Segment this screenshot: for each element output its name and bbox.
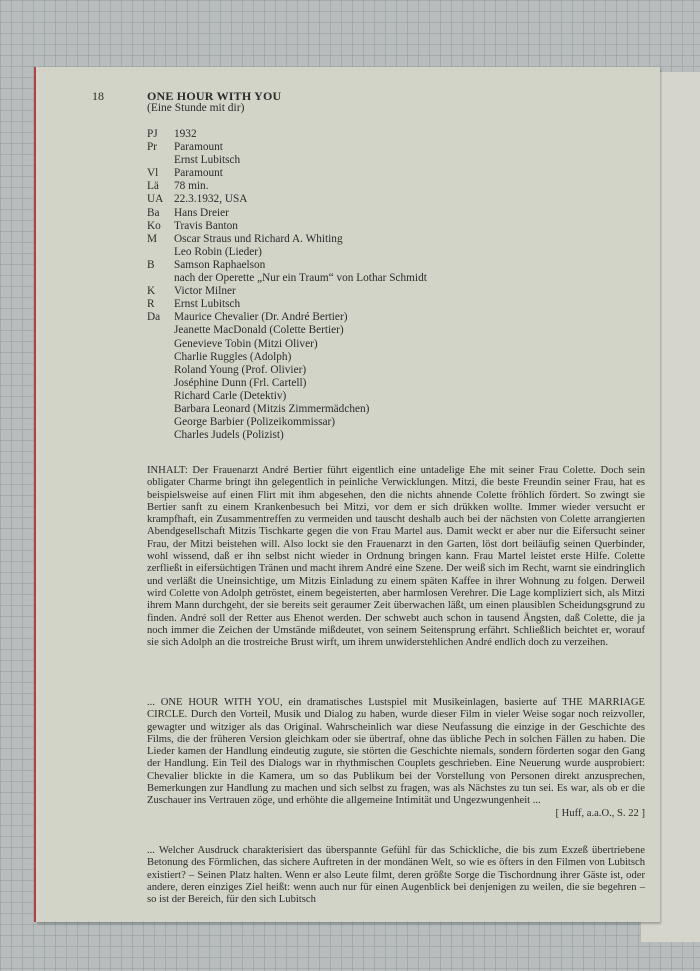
credit-code: K: [147, 285, 156, 298]
credit-value: Oscar Straus und Richard A. Whiting: [174, 232, 343, 245]
credit-code: [147, 390, 174, 403]
credit-value: Victor Milner: [174, 285, 236, 298]
credit-code: [147, 416, 174, 429]
credit-row: [147, 416, 647, 429]
credit-value: Genevieve Tobin (Mitzi Oliver): [174, 337, 318, 350]
credit-value: Maurice Chevalier (Dr. André Bertier): [174, 311, 348, 324]
credit-value: Charlie Ruggles (Adolph): [174, 350, 292, 363]
credit-value: Barbara Leonard (Mitzis Zimmermädchen): [174, 402, 370, 415]
credit-row: [147, 220, 647, 233]
credit-code: PJ: [147, 128, 158, 140]
credit-row: [147, 141, 647, 154]
credit-code: R: [147, 298, 155, 311]
credit-code: Pr: [147, 141, 158, 154]
credit-value: 22.3.1932, USA: [174, 193, 248, 206]
credit-value: Roland Young (Prof. Olivier): [174, 363, 307, 376]
credit-value: George Barbier (Polizeikommissar): [174, 416, 336, 429]
credit-row: [147, 154, 647, 167]
credit-row: [147, 180, 647, 193]
credit-code: [147, 377, 174, 390]
credit-code: [147, 403, 174, 416]
credit-row: [147, 324, 647, 337]
credit-value: 1932: [174, 128, 197, 140]
credit-value: Paramount: [174, 141, 223, 154]
credit-code: [147, 324, 174, 337]
credit-value: Hans Dreier: [174, 206, 229, 219]
credit-value: Ernst Lubitsch: [174, 298, 241, 311]
credit-value: Ernst Lubitsch: [174, 154, 241, 167]
review-section: [147, 697, 645, 820]
credit-row: [147, 193, 647, 206]
credit-code: [147, 429, 174, 442]
credit-code: [147, 154, 174, 167]
credit-value: Leo Robin (Lieder): [174, 245, 262, 258]
credit-row: [147, 429, 647, 442]
film-subtitle: (Eine Stunde mit dir): [147, 102, 245, 114]
credit-code: Ba: [147, 206, 160, 219]
credit-row: [147, 285, 647, 298]
page-number: 18: [92, 89, 104, 103]
credit-code: [147, 272, 174, 285]
credit-row: [147, 207, 647, 220]
credit-row: [147, 351, 647, 364]
credit-row: [147, 233, 647, 246]
credit-value: Travis Banton: [174, 219, 238, 232]
credit-code: [147, 364, 174, 377]
credit-code: Ko: [147, 219, 161, 232]
credit-row: [147, 364, 647, 377]
credit-row: [147, 403, 647, 416]
credit-value: Jeanette MacDonald (Colette Bertier): [174, 324, 344, 337]
credit-value: 78 min.: [174, 180, 209, 193]
credit-value: Richard Carle (Detektiv): [174, 389, 287, 402]
credit-code: [147, 246, 174, 259]
credit-code: B: [147, 258, 155, 271]
credit-value: nach der Operette „Nur ein Traum“ von Lothar Schmidt: [174, 272, 427, 285]
credit-row: [147, 311, 647, 324]
review-source: [ Huff, a.a.O., S. 22 ]: [555, 807, 645, 819]
credit-row: [147, 377, 647, 390]
credit-row: [147, 246, 647, 259]
credit-row: [147, 298, 647, 311]
credit-row: [147, 338, 647, 351]
synopsis-paragraph: INHALT: Der Frauenarzt André Bertier führt eigentlich eine untadelige Ehe mit seiner Frau Colette. Doch sein obligater Charme bringt ihn gelegentlich in peinliche Verwicklungen. Mitzi, die beste Freundin seiner Frau, hat es beispielsweise auf einen Flirt mit ihm abgesehen, den die nichts ahnende Colette fröhlich fördert. So zwingt sie Bertier sanft zu einem Krankenbesuch bei Mitzi, vor dem er sich drükken wollte. Immer wieder versucht er krampfhaft, ein Zusammentreffen zu vermeiden und tauscht deshalb auch bei der nächsten von Colette arrangierten Abendgesellschaft Mitzis Tischkarte gegen die von Frau Martel aus. Damit weckt er aber nur die Eifersucht seiner Frau, der Mitzi beistehen will. Also lockt sie den Frauenarzt in den Garten, löst dort beiläufig seinen Querbinder, wohl wissend, daß er ihn selbst nicht wieder in Ordnung bringen kann. Frau Martel leistet erste Hilfe. Colette zerfließt in eifersüchtigen Tränen und macht ihrem André eine Szene. Der weiß sich im Recht, warnt sie eindringlich und verläßt die Uneinsichtige, um Mitzis Einladung zu einem späten Kaffee in ihrer Wohnung zu folgen. Derweil wird Colette von Adolph getröstet, einem begeisterten, aber harmlosen Verehrer. Die Lage kompliziert sich, als Mitzi ihrem Mann durchgeht, der sie bereits seit geraumer Zeit überwachen läßt, um einen plausiblen Scheidungsgrund zu finden. André soll der Retter aus Ehenot werden. Der schwebt auch schon in tausend Ängsten, daß Colette, die ja noch immer die Zeichen der Umstände mißdeutet, von seinem Seitensprung erfährt. Schließlich beichtet er, worauf sie sich Adolph an die trostreiche Brust wirft, um ihrem unwiderstehlichen André endlich doch zu verzeihen.: [147, 465, 645, 649]
credit-code: UA: [147, 193, 164, 206]
film-title: ONE HOUR WITH YOU: [147, 89, 282, 103]
credit-row: [147, 272, 647, 285]
credit-value: Joséphine Dunn (Frl. Cartell): [174, 376, 307, 389]
credit-row: [147, 167, 647, 180]
credit-code: [147, 338, 174, 351]
credit-code: Vl: [147, 167, 159, 180]
credit-code: [147, 351, 174, 364]
credit-code: Da: [147, 311, 161, 324]
credit-value: Charles Judels (Polizist): [174, 429, 284, 442]
credit-value: Paramount: [174, 167, 223, 180]
credit-code: Lä: [147, 180, 159, 193]
credit-row: [147, 390, 647, 403]
credit-row: [147, 128, 647, 141]
document-page: [36, 67, 660, 922]
credit-code: M: [147, 232, 158, 245]
quote-paragraph: ... Welcher Ausdruck charakterisiert das überspannte Gefühl für das Schickliche, die bis zum Exzeß übertriebene Betonung des Förmlichen, das sichere Auftreten in der mondänen Welt, so wie es öfters in den Filmen von Lubitsch existiert? – Seinen Platz halten. Wenn er also Leute filmt, deren größte Sorge die Tischordnung ihrer Gäste ist, oder andere, deren einziges Ziel heißt: wenn auch nur für einen Augenblick bei denjenigen zu weilen, die sie begehren – so ist der Bereich, für den sich Lubitsch: [147, 845, 645, 906]
credit-row: [147, 259, 647, 272]
credit-value: Samson Raphaelson: [174, 258, 266, 271]
credits-list: [147, 128, 647, 442]
review-paragraph: ... ONE HOUR WITH YOU, ein dramatisches Lustspiel mit Musikeinlagen, basierte auf THE MARRIAGE CIRCLE. Durch den Vorteil, Musik und Dialog zu haben, wurde dieser Film in vieler Weise sogar noch reizvoller, gewagter und witziger als das Original. Wahrscheinlich war diese Neufassung die einzige in der Geschichte des Films, die der früheren Version gleichkam oder sie übertraf, ohne das übliche Pech in solchen Fällen zu haben. Die Lieder kamen der Handlung eindeutig zugute, sie störten die Geschichte niemals, sondern förderten sogar den Gang der Handlung. Ein Teil des Dialogs war in rhythmischen Couplets geschrieben. Eine Neuerung wurde ausprobiert: Chevalier blickte in die Kamera, um so das Publikum bei der Vorstellung von Personen direkt anzusprechen, Bemerkungen zur Handlung zu machen und sich selbst zu fragen, was als Nächstes zu tun sei. Es war, als ob er die Zuschauer ins Vertrauen zöge, und erhöhte die allgemeine Intimität und Ungezwungenheit ...: [147, 697, 645, 807]
